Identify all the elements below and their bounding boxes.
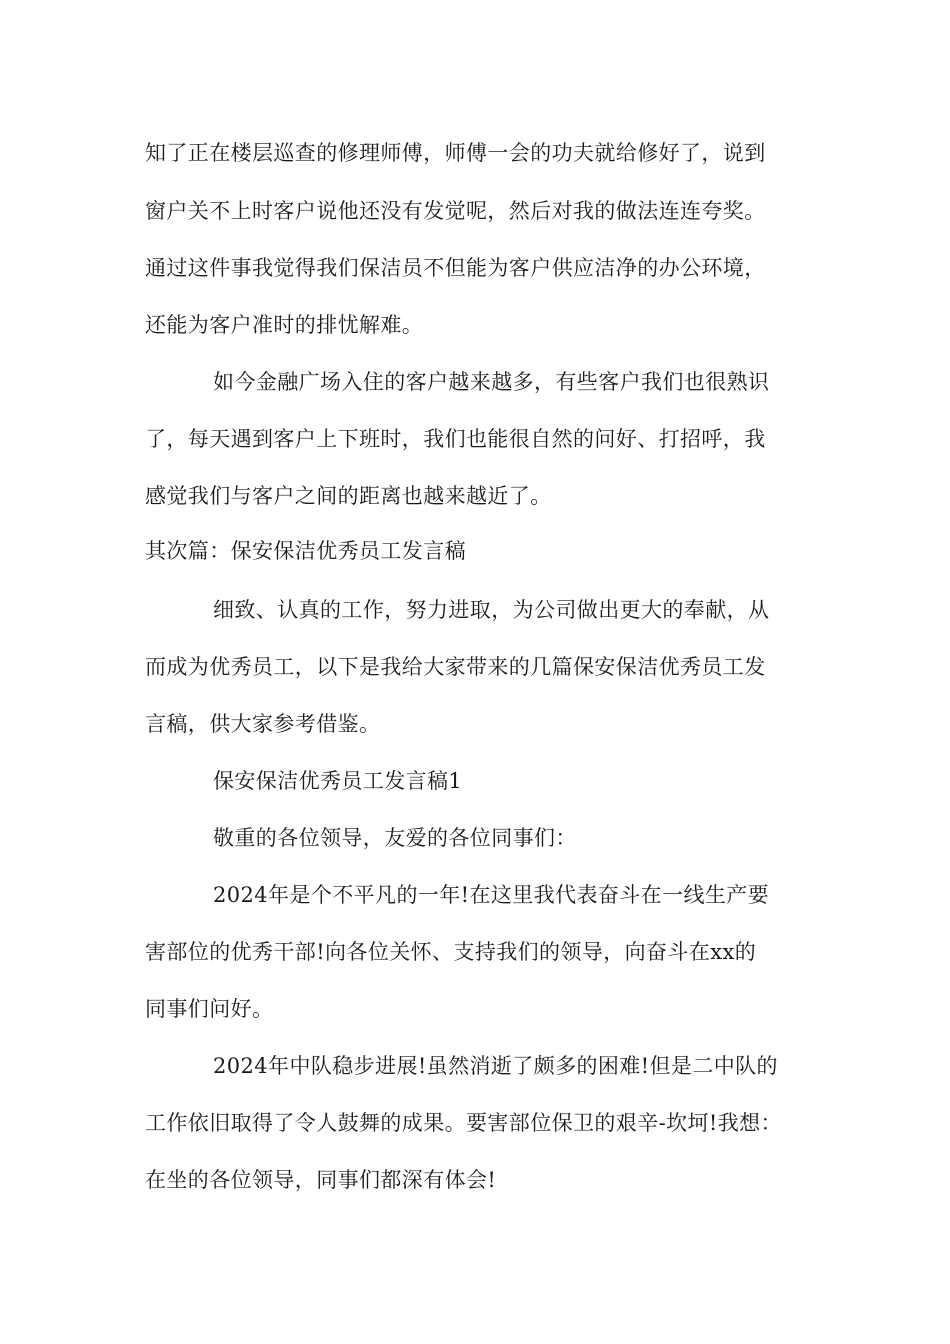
paragraph-line-9: 细致、认真的工作，努力进取，为公司做出更大的奉献，从 [213, 598, 770, 622]
paragraph-line-6: 了，每天遇到客户上下班时，我们也能很自然的问好、打招呼，我 [145, 427, 766, 451]
paragraph-line-19: 在坐的各位领导，同事们都深有体会! [145, 1168, 497, 1192]
paragraph-line-4: 还能为客户准时的排忧解难。 [145, 313, 424, 337]
greeting-line: 敬重的各位领导，友爱的各位同事们： [213, 826, 577, 850]
section-heading: 其次篇：保安保洁优秀员工发言稿 [145, 539, 466, 563]
paragraph-line-11: 言稿，供大家参考借鉴。 [145, 712, 381, 736]
paragraph-line-10: 而成为优秀员工，以下是我给大家带来的几篇保安保洁优秀员工发 [145, 655, 766, 679]
paragraph-line-18: 工作依旧取得了令人鼓舞的成果。要害部位保卫的艰辛-坎坷!我想： [145, 1111, 782, 1135]
paragraph-line-14: 2024年是个不平凡的一年!在这里我代表奋斗在一线生产要 [213, 883, 770, 907]
paragraph-line-2: 窗户关不上时客户说他还没有发觉呢，然后对我的做法连连夸奖。 [145, 199, 766, 223]
paragraph-line-1: 知了正在楼层巡查的修理师傅，师傅一会的功夫就给修好了，说到 [145, 141, 766, 165]
paragraph-line-15: 害部位的优秀干部!向各位关怀、支持我们的领导，向奋斗在xx的 [145, 940, 757, 964]
paragraph-line-16: 同事们问好。 [145, 997, 274, 1021]
paragraph-line-7: 感觉我们与客户之间的距离也越来越近了。 [145, 484, 552, 508]
paragraph-line-5: 如今金融广场入住的客户越来越多，有些客户我们也很熟识 [213, 370, 770, 394]
paragraph-line-3: 通过这件事我觉得我们保洁员不但能为客户供应洁净的办公环境， [145, 256, 766, 280]
speech-title: 保安保洁优秀员工发言稿1 [213, 769, 463, 793]
paragraph-line-17: 2024年中队稳步进展!虽然消逝了颇多的困难!但是二中队的 [213, 1054, 778, 1078]
